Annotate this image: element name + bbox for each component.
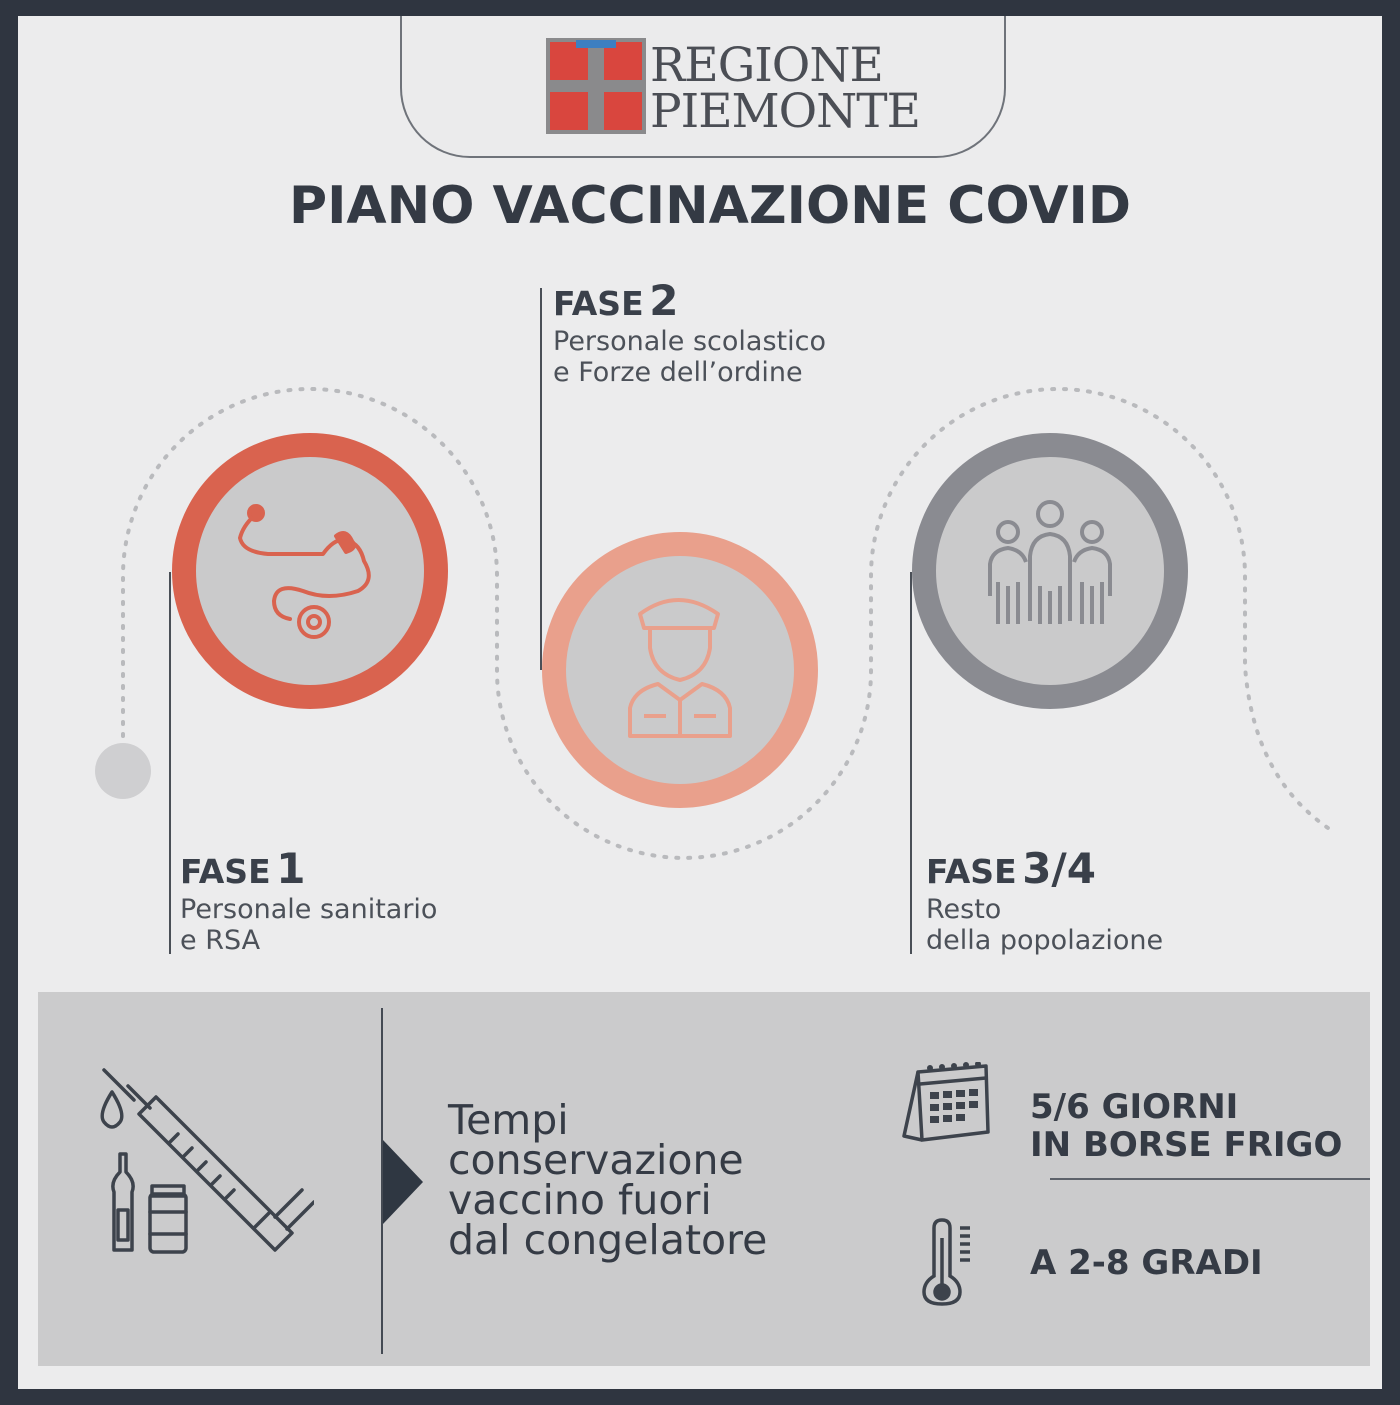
phase-2-number: 2 xyxy=(649,276,679,325)
phase-2-line1: Personale scolastico xyxy=(553,326,826,357)
phase-1-title xyxy=(180,844,306,893)
phase-1-number: 1 xyxy=(276,844,306,893)
phase-1-line1: Personale sanitario xyxy=(180,894,438,925)
panel-arrow xyxy=(383,1140,423,1224)
days-stat-line2: IN BORSE FRIGO xyxy=(1030,1125,1343,1165)
storage-heading xyxy=(448,1096,868,1264)
storage-panel xyxy=(38,992,1370,1366)
phase-1-line2: e RSA xyxy=(180,925,261,956)
days-stat-line1: 5/6 GIORNI xyxy=(1030,1087,1239,1127)
temperature-stat: A 2-8 GRADI xyxy=(1030,1243,1263,1283)
stat-divider xyxy=(1050,1178,1370,1180)
infographic-card xyxy=(18,16,1382,1389)
logo-text-piemonte: PIEMONTE xyxy=(650,84,920,139)
storage-heading-line1: Tempi xyxy=(448,1096,569,1144)
phase-2-label: FASE xyxy=(553,284,644,323)
phase-3-line1: Resto xyxy=(926,894,1002,925)
phase-2-line2: e Forze dell’ordine xyxy=(553,357,803,388)
phase-3-leader-line xyxy=(910,572,912,954)
days-stat xyxy=(1030,1088,1342,1164)
phase-2-leader-line xyxy=(540,288,542,670)
phase-2-description xyxy=(553,326,826,388)
phase-3-label: FASE xyxy=(926,852,1017,891)
logo-text-regione: REGIONE xyxy=(650,38,883,93)
phase-1-circle xyxy=(184,445,436,697)
storage-heading-line4: dal congelatore xyxy=(448,1216,768,1264)
page-title: PIANO VACCINAZIONE COVID xyxy=(288,176,1132,236)
phase-2-title xyxy=(553,276,679,325)
phase-3-line2: della popolazione xyxy=(926,925,1164,956)
phase-3-number: 3/4 xyxy=(1022,844,1096,893)
thermometer-icon xyxy=(918,1218,978,1308)
phase-2-circle xyxy=(554,544,806,796)
syringe-vial-icon xyxy=(94,1062,314,1262)
phase-1-leader-line xyxy=(169,572,171,954)
phase-3-description xyxy=(926,894,1163,956)
phase-3-circle xyxy=(924,445,1176,697)
calendar-icon xyxy=(900,1062,992,1148)
phase-1-label: FASE xyxy=(180,852,271,891)
phase-1-description xyxy=(180,894,437,956)
storage-heading-line2: conservazione xyxy=(448,1136,744,1184)
phase-3-title xyxy=(926,844,1096,893)
storage-heading-line3: vaccino fuori xyxy=(448,1176,712,1224)
path-start-dot xyxy=(95,743,151,799)
